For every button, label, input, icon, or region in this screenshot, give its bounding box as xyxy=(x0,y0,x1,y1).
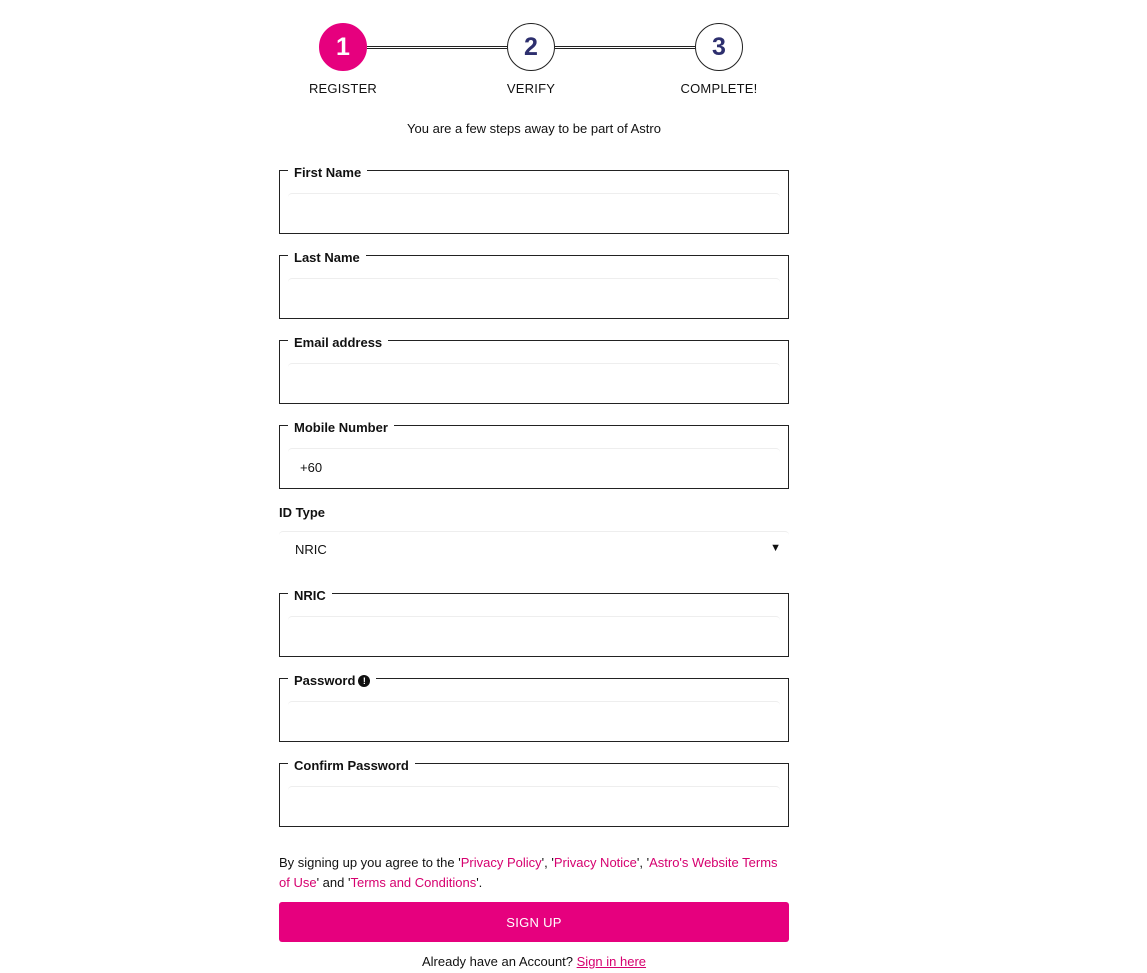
step-number: 1 xyxy=(319,23,367,71)
signin-prompt-text: Already have an Account? xyxy=(421,954,577,969)
step-label: COMPLETE! xyxy=(680,81,758,96)
email-input[interactable] xyxy=(288,363,780,401)
step-verify xyxy=(471,23,591,96)
mobile-input[interactable] xyxy=(288,448,780,486)
mobile-group xyxy=(279,420,789,489)
privacy-notice-link[interactable]: Privacy Notice xyxy=(553,855,637,870)
id-type-value: NRIC xyxy=(295,542,327,557)
sign-up-button[interactable]: SIGN UP xyxy=(279,902,789,942)
first-name-label: First Name xyxy=(288,165,367,181)
last-name-label: Last Name xyxy=(288,250,366,266)
password-legend xyxy=(288,673,376,689)
step-complete xyxy=(659,23,779,96)
id-type-select[interactable] xyxy=(279,531,789,567)
nric-group xyxy=(279,588,789,657)
step-label: VERIFY xyxy=(506,81,556,96)
signin-prompt xyxy=(279,954,789,969)
sign-in-link[interactable]: Sign in here xyxy=(576,954,647,969)
step-number: 2 xyxy=(507,23,555,71)
last-name-group xyxy=(279,250,789,319)
confirm-password-group xyxy=(279,758,789,827)
terms-conditions-link[interactable]: Terms and Conditions xyxy=(350,875,477,890)
password-group xyxy=(279,673,789,742)
nric-label: NRIC xyxy=(288,588,332,604)
confirm-password-input[interactable] xyxy=(288,786,780,824)
info-icon[interactable]: ! xyxy=(358,675,370,687)
first-name-group xyxy=(279,165,789,234)
last-name-input[interactable] xyxy=(288,278,780,316)
terms-prefix: By signing up you agree to the xyxy=(279,855,459,870)
id-type-label: ID Type xyxy=(279,505,325,520)
nric-input[interactable] xyxy=(288,616,780,654)
first-name-input[interactable] xyxy=(288,193,780,231)
mobile-label: Mobile Number xyxy=(288,420,394,436)
page-subtitle: You are a few steps away to be part of Astro xyxy=(407,121,661,136)
step-number: 3 xyxy=(695,23,743,71)
email-group xyxy=(279,335,789,404)
caret-down-icon: ▼ xyxy=(770,542,781,554)
password-input[interactable] xyxy=(288,701,780,739)
website-terms-link[interactable]: Astro's Website Terms of Use xyxy=(279,855,778,890)
privacy-policy-link[interactable]: Privacy Policy xyxy=(460,855,542,870)
step-register xyxy=(283,23,403,96)
email-label: Email address xyxy=(288,335,388,351)
terms-and: and xyxy=(319,875,348,890)
step-label: REGISTER xyxy=(308,81,378,96)
progress-stepper xyxy=(279,23,789,103)
password-label: Password xyxy=(294,673,356,688)
terms-text: By signing up you agree to the 'Privacy Policy', 'Privacy Notice', 'Astro's Website Terms of Use' and 'Terms and Conditions'. xyxy=(279,855,778,890)
confirm-password-label: Confirm Password xyxy=(288,758,415,774)
